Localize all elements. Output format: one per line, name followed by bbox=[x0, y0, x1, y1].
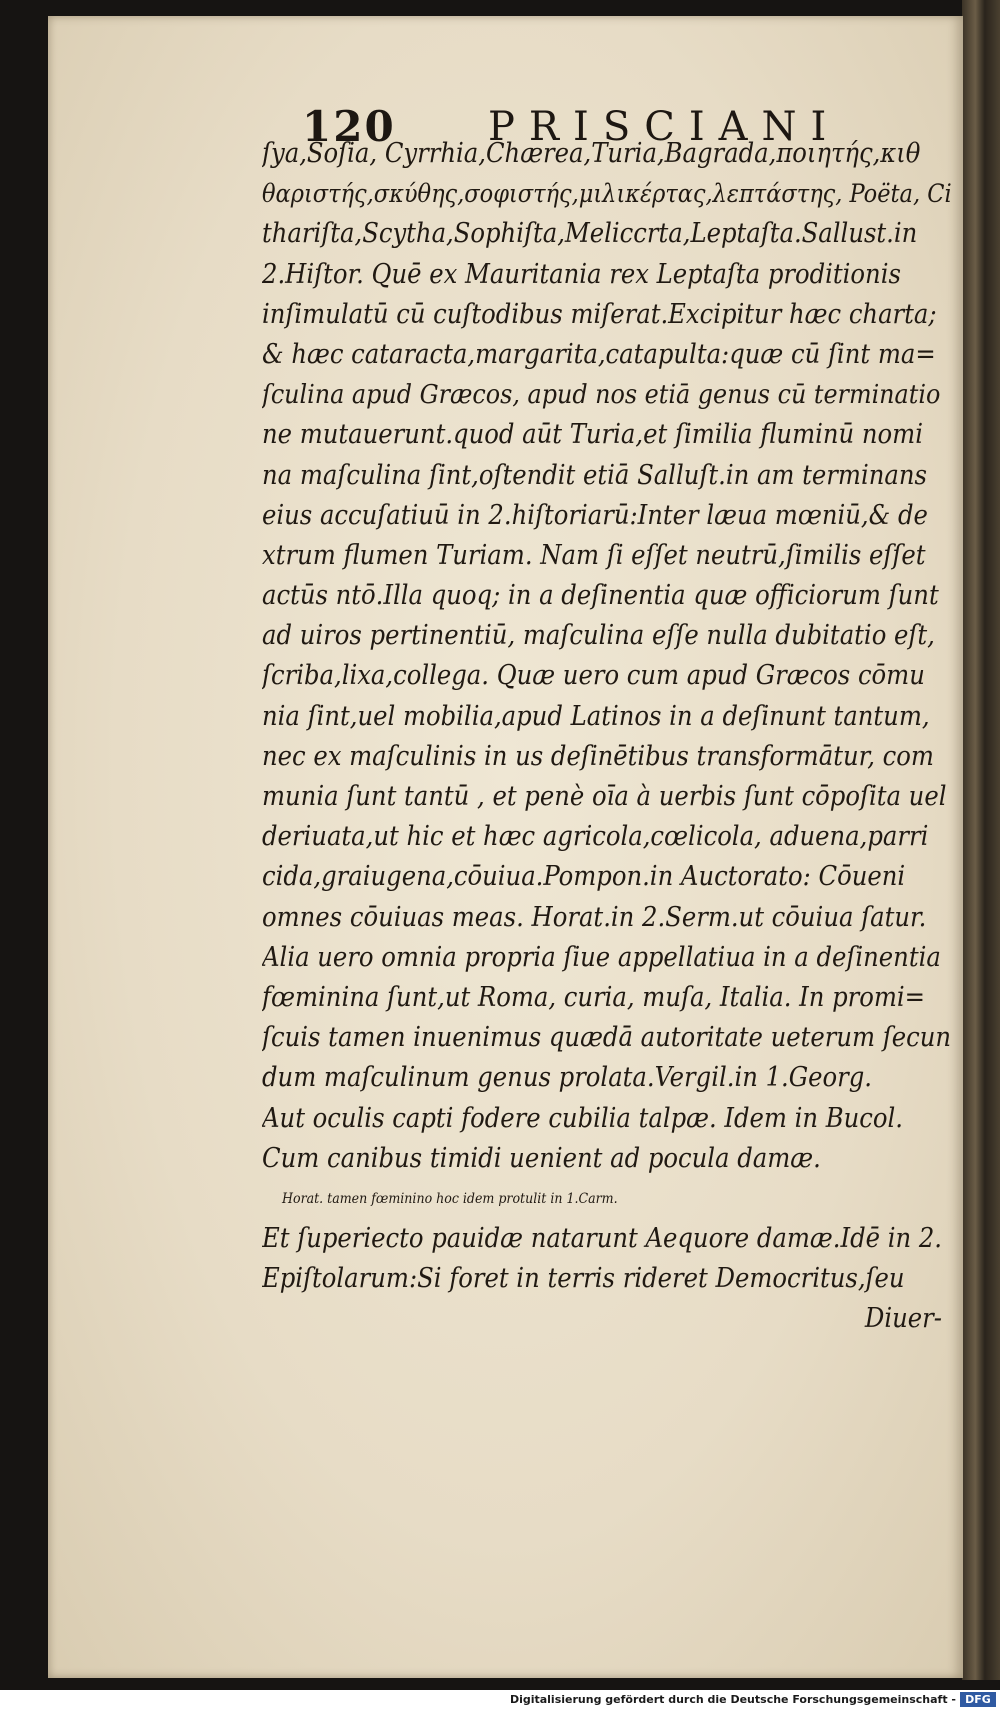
text-line: inſimulatū cū cuſtodibus miſerat.Excipitur hæc charta; bbox=[262, 298, 937, 330]
digitization-credit: Digitalisierung gefördert durch die Deutsche Forschungsgemeinschaft - bbox=[509, 1693, 956, 1706]
text-line: 2.Hiſtor. Quē ex Mauritania rex Leptaſta proditionis bbox=[262, 258, 901, 290]
text-line: eius accuſatiuū in 2.hiſtoriarū:Inter læua mœniū,& de bbox=[262, 499, 928, 531]
text-line: ne mutauerunt.quod aūt Turia,et ſimilia fluminū nomi bbox=[262, 419, 923, 451]
text-line: xtrum flumen Turiam. Nam ſi eſſet neutrū,ſimilis eſſet bbox=[262, 539, 926, 571]
book-edge bbox=[962, 0, 1000, 1680]
text-line: dum maſculinum genus prolata.Vergil.in 1.Georg. bbox=[262, 1062, 873, 1094]
dfg-logo: DFG bbox=[960, 1692, 996, 1707]
text-line: omnes cōuiuas meas. Horat.in 2.Serm.ut cōuiua ſatur. bbox=[262, 901, 927, 933]
text-line: munia ſunt tantū , et penè oīa à uerbis ſunt cōpoſita uel bbox=[262, 781, 947, 812]
text-line: nia ſint,uel mobilia,apud Latinos in a deſinunt tantum, bbox=[262, 700, 930, 732]
text-line: ſculina apud Græcos, apud nos etiā genus cū terminatio bbox=[262, 379, 941, 411]
page-number: 120 bbox=[302, 102, 396, 151]
text-line: ſya,Soſia, Cyrrhia,Chærea,Turia,Bagrada,ποιητής,κιθ bbox=[262, 138, 921, 169]
text-line: actūs ntō.Illa quoq; in a deſinentia quæ officiorum ſunt bbox=[262, 580, 939, 612]
text-line: Aut oculis capti fodere cubilia talpæ. Idem in Bucol. bbox=[262, 1102, 903, 1134]
text-line: Et ſuperiecto pauidæ natarunt Aequore damæ.Idē in 2. bbox=[262, 1223, 942, 1255]
text-line: nec ex maſculinis in us deſinētibus transformātur, com bbox=[262, 740, 934, 772]
text-line: cida,graiugena,cōuiua.Pompon.in Auctorato: Cōueni bbox=[262, 861, 906, 893]
running-head: PRISCIANI bbox=[488, 104, 841, 150]
text-line: Cum canibus timidi uenient ad pocula damæ. bbox=[262, 1142, 821, 1174]
footer-bar bbox=[0, 1690, 1000, 1710]
text-line: deriuata,ut hic et hæc agricola,cœlicola, aduena,parri bbox=[262, 821, 929, 853]
text-line: Epiſtolarum:Si foret in terris rideret Democritus,ſeu bbox=[262, 1263, 905, 1295]
text-line: ad uiros pertinentiū, maſculina eſſe nulla dubitatio eſt, bbox=[262, 620, 935, 652]
text-line: na maſculina ſint,oſtendit etiā Salluſt.in am terminans bbox=[262, 459, 927, 491]
text-line: ſcuis tamen inuenimus quædā autoritate ueterum ſecun bbox=[262, 1022, 952, 1054]
text-line: thariſta,Scytha,Sophiſta,Meliccrta,Leptaſta.Sallust.in bbox=[262, 218, 918, 250]
text-line: fœminina ſunt,ut Roma, curia, muſa, Italia. In promi= bbox=[262, 981, 926, 1013]
text-line: ſcriba,lixa,collega. Quæ uero cum apud Græcos cōmu bbox=[262, 660, 925, 692]
catchword: Diuer- bbox=[864, 1303, 942, 1335]
text-block bbox=[262, 134, 952, 1340]
text-line: θαριστής,σκύθης,σοφιστής,μιλικέρτας,λεπτάστης, Poëta, Ci bbox=[262, 179, 952, 209]
text-line: Alia uero omnia propria ſiue appellatiua in a deſinentia bbox=[262, 941, 941, 973]
text-line: Horat. tamen fœminino hoc idem protulit in 1.Carm. bbox=[282, 1190, 618, 1207]
text-line: & hæc cataracta,margarita,catapulta:quæ cū ſint ma= bbox=[262, 338, 936, 370]
